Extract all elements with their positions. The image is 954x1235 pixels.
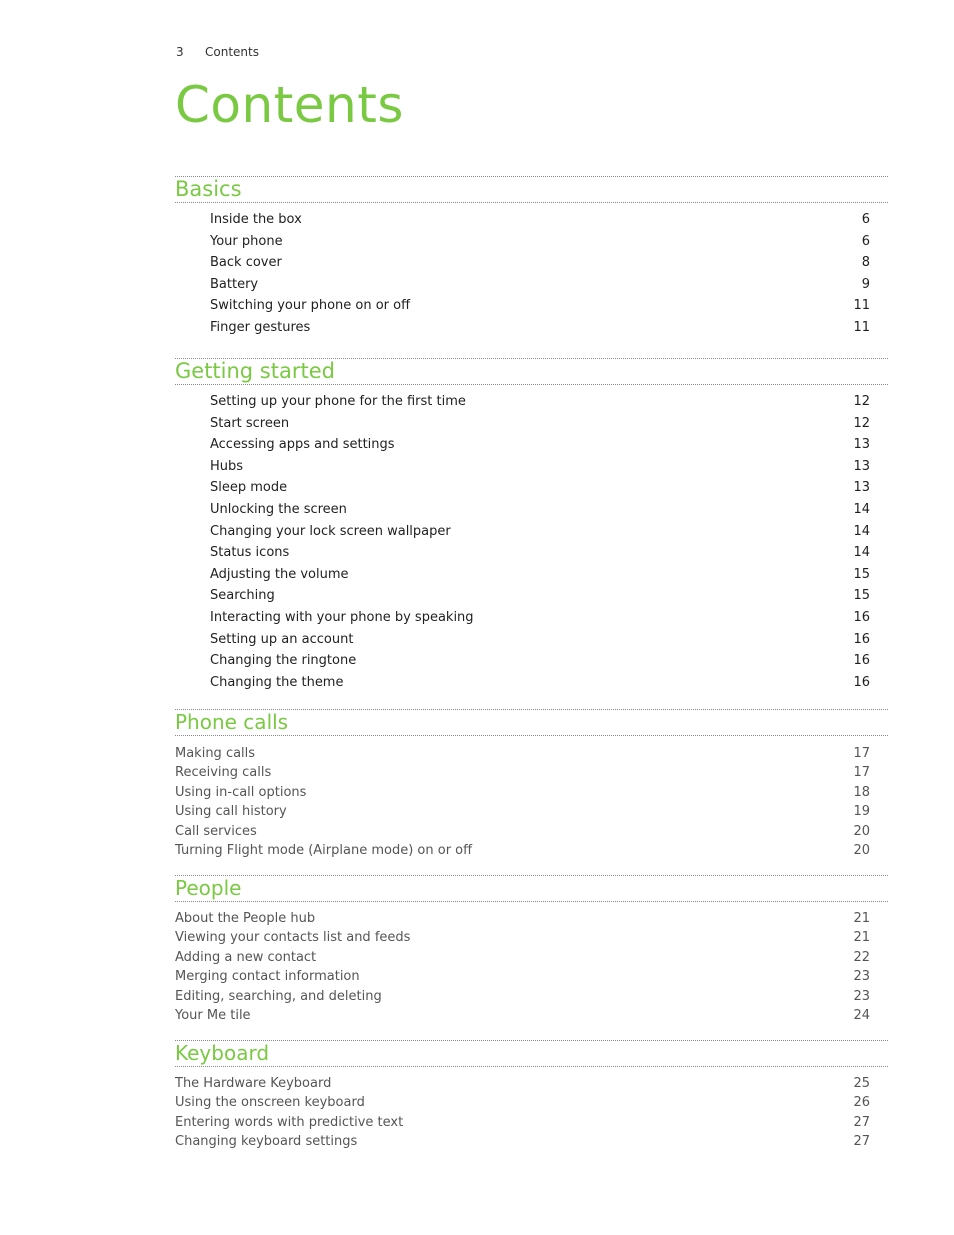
entry-page: 16 — [853, 631, 870, 647]
entry-title: Finger gestures — [210, 319, 311, 335]
entry-page: 12 — [853, 415, 870, 431]
toc-entry[interactable] — [175, 804, 888, 823]
entry-title: Turning Flight mode (Airplane mode) on or off — [175, 842, 473, 858]
section-header — [175, 358, 888, 385]
entry-page: 13 — [853, 437, 870, 453]
entry-page: 17 — [853, 746, 870, 761]
entry-title: Setting up your phone for the first time — [210, 394, 466, 409]
toc-section-people — [175, 875, 888, 1027]
toc-entry[interactable] — [175, 277, 888, 299]
entry-title: Making calls — [175, 746, 256, 761]
entry-title: The Hardware Keyboard — [175, 1076, 332, 1091]
toc-entry[interactable] — [175, 653, 888, 675]
toc-entry[interactable] — [175, 1008, 888, 1027]
entry-title: Status icons — [210, 545, 290, 561]
entry-page: 8 — [861, 255, 870, 271]
entry-title: Changing the ringtone — [210, 653, 357, 669]
entry-title: Your phone — [210, 233, 283, 249]
toc-entry[interactable] — [175, 524, 888, 546]
entry-list — [175, 1076, 888, 1154]
section-header — [175, 709, 888, 736]
entry-title: Sleep mode — [210, 480, 288, 496]
entry-page: 19 — [853, 804, 870, 820]
entry-list — [175, 394, 888, 696]
section-header — [175, 176, 888, 203]
entry-page: 23 — [853, 969, 870, 985]
entry-page: 14 — [853, 545, 870, 561]
entry-page: 26 — [853, 1095, 870, 1111]
entry-title: Battery — [210, 276, 259, 292]
toc-entry[interactable] — [175, 459, 888, 481]
page-number: 3 — [176, 45, 184, 59]
toc-section-getting-started — [175, 358, 888, 696]
toc-entry[interactable] — [175, 765, 888, 784]
toc-entry[interactable] — [175, 950, 888, 969]
entry-title: About the People hub — [175, 911, 316, 926]
page-title: Contents — [175, 76, 404, 134]
entry-title: Changing your lock screen wallpaper — [210, 523, 451, 539]
toc-entry[interactable] — [175, 911, 888, 930]
toc-entry[interactable] — [175, 416, 888, 438]
entry-title: Unlocking the screen — [210, 501, 347, 517]
entry-title: Hubs — [210, 458, 244, 474]
entry-title: Call services — [175, 823, 257, 839]
entry-page: 17 — [853, 765, 870, 781]
entry-title: Changing keyboard settings — [175, 1134, 358, 1150]
entry-title: Back cover — [210, 255, 282, 271]
entry-page: 25 — [853, 1076, 870, 1091]
toc-entry[interactable] — [175, 824, 888, 843]
entry-page: 20 — [853, 842, 870, 858]
entry-page: 24 — [853, 1007, 870, 1023]
entry-title: Start screen — [210, 415, 290, 431]
section-title[interactable]: Keyboard — [175, 1041, 270, 1065]
toc-entry[interactable] — [175, 1076, 888, 1095]
entry-title: Accessing apps and settings — [210, 437, 395, 453]
entry-title: Merging contact information — [175, 969, 360, 985]
entry-page: 14 — [853, 501, 870, 517]
section-title[interactable]: Phone calls — [175, 710, 289, 734]
toc-entry[interactable] — [175, 320, 888, 342]
entry-page: 13 — [853, 480, 870, 496]
entry-page: 23 — [853, 988, 870, 1004]
entry-title: Receiving calls — [175, 765, 272, 781]
toc-entry[interactable] — [175, 234, 888, 256]
entry-title: Editing, searching, and deleting — [175, 988, 382, 1004]
entry-title: Using in-call options — [175, 784, 307, 800]
entry-page: 6 — [861, 233, 870, 249]
entry-title: Using call history — [175, 804, 287, 820]
entry-title: Adding a new contact — [175, 949, 317, 965]
entry-title: Adjusting the volume — [210, 566, 349, 582]
entry-title: Using the onscreen keyboard — [175, 1095, 365, 1111]
entry-page: 27 — [853, 1114, 870, 1130]
entry-title: Entering words with predictive text — [175, 1114, 404, 1130]
toc-entry[interactable] — [175, 588, 888, 610]
toc-section-keyboard — [175, 1040, 888, 1154]
toc-entry[interactable] — [175, 989, 888, 1008]
entry-page: 16 — [853, 653, 870, 669]
section-header — [175, 875, 888, 902]
toc-entry[interactable] — [175, 394, 888, 416]
entry-title: Interacting with your phone by speaking — [210, 609, 474, 625]
toc-entry[interactable] — [175, 437, 888, 459]
section-title[interactable]: Basics — [175, 177, 242, 201]
entry-page: 6 — [861, 212, 870, 227]
toc-entry[interactable] — [175, 1115, 888, 1134]
toc-entry[interactable] — [175, 255, 888, 277]
toc-entry[interactable] — [175, 746, 888, 765]
entry-list — [175, 911, 888, 1027]
toc-entry[interactable] — [175, 298, 888, 320]
entry-title: Viewing your contacts list and feeds — [175, 930, 411, 946]
toc-entry[interactable] — [175, 785, 888, 804]
toc-entry[interactable] — [175, 1095, 888, 1114]
toc-section-phone-calls — [175, 709, 888, 862]
toc-entry[interactable] — [175, 212, 888, 234]
toc-entry[interactable] — [175, 610, 888, 632]
entry-page: 22 — [853, 949, 870, 965]
toc-entry[interactable] — [175, 567, 888, 589]
toc-entry[interactable] — [175, 545, 888, 567]
entry-title: Your Me tile — [175, 1007, 251, 1023]
section-title[interactable]: Getting started — [175, 359, 335, 383]
entry-page: 15 — [853, 588, 870, 604]
entry-list — [175, 212, 888, 342]
entry-page: 9 — [861, 276, 870, 292]
toc-entry[interactable] — [175, 632, 888, 654]
entry-title: Changing the theme — [210, 674, 344, 690]
toc-section-basics — [175, 176, 888, 342]
entry-title: Searching — [210, 588, 275, 604]
entry-title: Inside the box — [210, 212, 302, 227]
entry-page: 11 — [853, 319, 870, 335]
entry-page: 27 — [853, 1134, 870, 1150]
running-title: Contents — [205, 45, 259, 59]
entry-page: 21 — [853, 911, 870, 926]
entry-page: 16 — [853, 609, 870, 625]
entry-page: 20 — [853, 823, 870, 839]
running-header — [176, 45, 259, 59]
entry-page: 15 — [853, 566, 870, 582]
entry-list — [175, 746, 888, 862]
toc-entry[interactable] — [175, 1134, 888, 1153]
entry-title: Switching your phone on or off — [210, 298, 411, 314]
toc-entry[interactable] — [175, 930, 888, 949]
entry-page: 18 — [853, 784, 870, 800]
toc-entry[interactable] — [175, 675, 888, 697]
entry-title: Setting up an account — [210, 631, 354, 647]
entry-page: 14 — [853, 523, 870, 539]
entry-page: 21 — [853, 930, 870, 946]
section-title[interactable]: People — [175, 876, 242, 900]
section-header — [175, 1040, 888, 1067]
entry-page: 11 — [853, 298, 870, 314]
entry-page: 13 — [853, 458, 870, 474]
entry-page: 16 — [853, 674, 870, 690]
toc-entry[interactable] — [175, 843, 888, 862]
toc-entry[interactable] — [175, 502, 888, 524]
toc-entry[interactable] — [175, 969, 888, 988]
toc-entry[interactable] — [175, 480, 888, 502]
entry-page: 12 — [853, 394, 870, 409]
